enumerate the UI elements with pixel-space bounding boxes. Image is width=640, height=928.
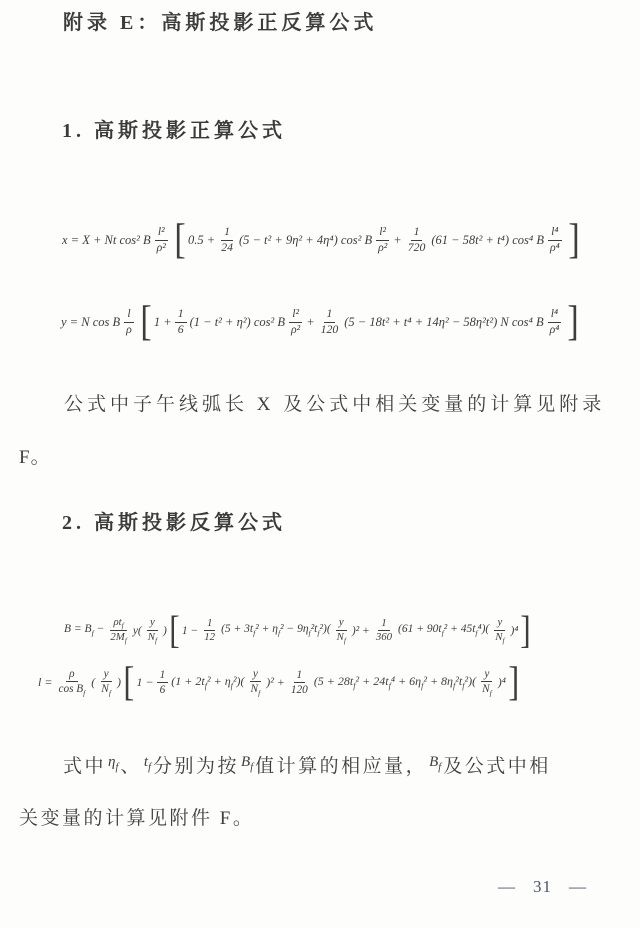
fraction: $\frac{y}{N_f}$: [147, 616, 158, 645]
inline-math-variable: ηf: [108, 754, 119, 773]
bracket: [: [140, 298, 152, 345]
fraction: $\frac{\rho}{\cos B_f}$: [58, 667, 86, 698]
formula-l-inverse: l = $\frac{\rho}{\cos B_f}$ ( $\frac{y}{N_f}$ ) [ 1 − $\frac{1}{6}$ $(1 + 2t_f^2 + \eta_f^2)$( $\frac{y}{N_f}$ )² + $\frac{1}{120}$ $(5 + 28t_f^2 + 24t_f^4 + 6\eta_f^2 + 8\eta_f^2t_f^2)$( $\frac{y}{N_f}$ )⁴ ]: [38, 659, 520, 704]
appendix-title: 附录 E：高斯投影正反算公式: [63, 12, 378, 34]
paragraph-2-line-2: 关变量的计算见附件 F。: [19, 808, 255, 829]
fraction: $\frac{y}{N_f}$: [336, 616, 346, 645]
fraction: $\frac{\text{l²}}{\text{ρ²}}$: [378, 225, 388, 254]
fraction: $\frac{1}{720}$: [407, 225, 426, 254]
formula-b-inverse: $B = B_f$ − $\frac{\rho t_f}{2M_f}$ y( $\frac{y}{N_f}$ ) [ 1 − $\frac{1}{12}$ $(5 + 3t_f^2 + \eta_f^2 - 9\eta_f^2t_f^2)$( $\frac{y}{N_f}$ )² + $\frac{1}{360}$ $(61 + 90t_f^2 + 45t_f^4)$( $\frac{y}{N_f}$ )⁴ ]: [64, 609, 532, 652]
bracket: ]: [568, 216, 580, 263]
page-number-dash-right: —: [569, 877, 587, 896]
fraction: $\frac{\text{l²}}{\text{ρ²}}$: [291, 307, 301, 336]
fraction: $\frac{y}{N_f}$: [482, 667, 492, 698]
paragraph-2-line-1: 式中 $^{\eta_f}$ 、 $^{t_f}$ 分别为按 $^{B_f}$ 值计算的相应量， $^{B_f}$ 及公式中相: [63, 754, 551, 777]
page-number-value: 31: [533, 877, 552, 896]
fraction: $\frac{1}{6}$: [175, 307, 187, 337]
bracket: ]: [508, 659, 520, 704]
section-1-heading: 1. 高斯投影正算公式: [62, 120, 286, 142]
bracket: [: [123, 659, 135, 704]
bracket: ]: [567, 298, 580, 345]
inline-math-variable: Bf: [241, 754, 254, 773]
inline-math-variable: Bf: [429, 754, 442, 773]
fraction: $\frac{1}{360}$: [375, 616, 393, 644]
fraction: $\frac{1}{6}$: [157, 668, 169, 697]
paragraph-1-line-2: F。: [19, 447, 51, 468]
fraction: $\frac{1}{24}$: [221, 225, 233, 254]
paragraph-1-line-1: 公式中子午线弧长 X 及公式中相关变量的计算见附录: [64, 394, 606, 415]
fraction: $\frac{y}{N_f}$: [250, 667, 261, 698]
fraction: $\frac{1}{12}$: [204, 616, 216, 644]
bracket: ]: [520, 609, 532, 652]
bracket: [: [174, 216, 186, 263]
formula-y-forward: y = N cos B $\frac{l}{\rho}$ [ 1 + $\frac{1}{6}$ (1 − t² + η²) cos² B $\frac{\text{l²}}{\text{ρ²}}$ + $\frac{1}{120}$ (5 − 18t² + t⁴ + 14η² − 58η²t²) N cos⁴ B $\frac{\text{l⁴}}{\text{ρ⁴}}$ ]: [61, 298, 580, 345]
fraction: $\frac{1}{120}$: [290, 668, 308, 696]
fraction: $\frac{l}{\rho}$: [126, 307, 132, 336]
inline-math-variable: tf: [143, 754, 151, 773]
fraction: $\frac{\text{l⁴}}{\text{ρ⁴}}$: [549, 307, 560, 336]
bracket: [: [169, 609, 180, 652]
fraction: $\frac{\rho t_f}{2M_f}$: [110, 615, 127, 646]
fraction: $\frac{\text{l⁴}}{\text{ρ⁴}}$: [549, 225, 560, 254]
page-number-dash-left: —: [498, 877, 516, 896]
fraction: $\frac{y}{N_f}$: [101, 667, 111, 698]
formula-x-forward: x = X + Nt cos² B $\frac{\text{l²}}{\text{ρ²}}$ [ 0.5 + $\frac{1}{24}$ (5 − t² + 9η² + 4η⁴) cos² B $\frac{\text{l²}}{\text{ρ²}}$ + $\frac{1}{720}$ (61 − 58t² + t⁴) cos⁴ B $\frac{\text{l⁴}}{\text{ρ⁴}}$ ]: [62, 216, 580, 263]
fraction: $\frac{1}{120}$: [320, 307, 339, 336]
page-number: [498, 877, 587, 897]
fraction: $\frac{y}{N_f}$: [495, 616, 505, 645]
fraction: $\frac{\text{l²}}{\text{ρ²}}$: [156, 225, 166, 254]
section-2-heading: 2. 高斯投影反算公式: [62, 512, 286, 534]
